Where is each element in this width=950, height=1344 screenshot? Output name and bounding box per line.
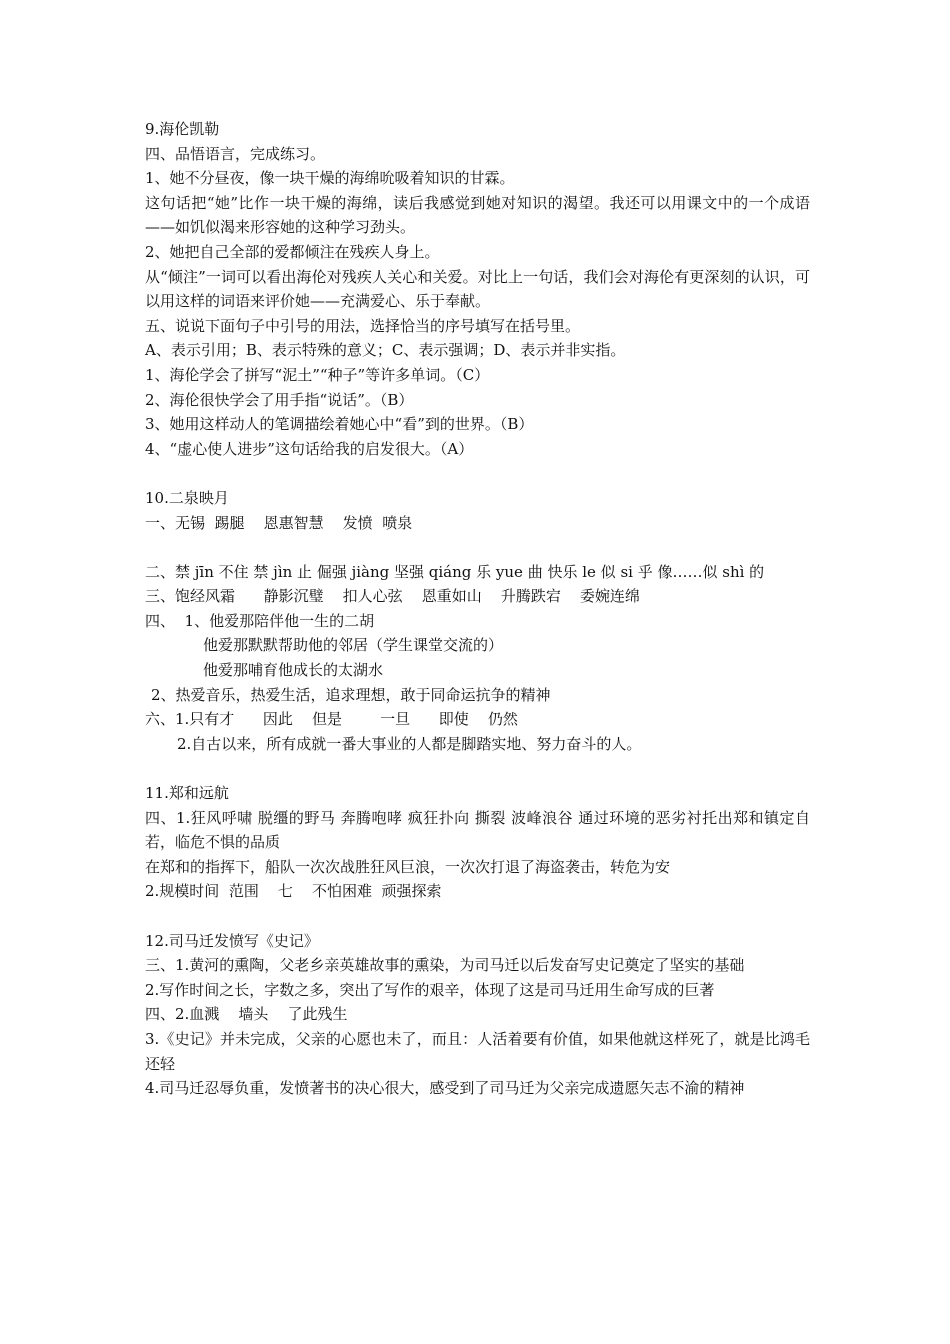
spacer <box>145 535 810 560</box>
text-paragraph: 这句话把“她”比作一块干燥的海绵，读后我感觉到她对知识的渴望。我还可以用课文中的一个成语——如饥似渴来形容她的这种学习劲头。 <box>145 193 810 237</box>
section-title: 9.海伦凯勒 <box>145 120 220 138</box>
text-line: 他爱那哺育他成长的太湖水 <box>203 661 384 680</box>
text-line: 在郑和的指挥下，船队一次次战胜狂风巨浪，一次次打退了海盗袭击，转危为安 <box>145 857 671 876</box>
text-line: 2、热爱音乐，热爱生活，追求理想，敢于同命运抗争的精神 <box>151 685 551 704</box>
section-title: 10.二泉映月 <box>145 488 229 507</box>
text-line: 4、“虚心使人进步”这句话给我的启发很大。（A） <box>145 439 474 458</box>
text-line: 五、说说下面句子中引号的用法，选择恰当的序号填写在括号里。 <box>145 316 581 335</box>
text-paragraph: 二、禁 jīn 不住 禁 jìn 止 倔强 jiàng 坚强 qiáng 乐 yue 曲 快乐 le 似 si 乎 像……似 shì 的 <box>145 562 765 581</box>
text-line: 4.司马迁忍辱负重，发愤著书的决心很大，感受到了司马迁为父亲完成遗愿矢志不渝的精神 <box>145 1079 745 1098</box>
text-line: 1、她不分昼夜，像一块干燥的海绵吮吸着知识的甘霖。 <box>145 169 515 188</box>
text-line: 一、无锡 踢腿 恩惠智慧 发愤 喷泉 <box>145 513 413 532</box>
text-line: 2、她把自己全部的爱都倾注在残疾人身上。 <box>145 242 440 261</box>
text-line: 四、2.血溅 墙头 了此残生 <box>145 1005 348 1024</box>
section-title: 11.郑和远航 <box>145 784 229 803</box>
text-line: 六、1.只有才 因此 但是 一旦 即使 仍然 <box>145 710 518 729</box>
text-line: 四、品悟语言，完成练习。 <box>145 144 326 163</box>
spacer <box>145 756 810 781</box>
spacer <box>145 461 810 486</box>
text-paragraph: 四、1.狂风呼啸 脱缰的野马 奔腾咆哮 疯狂扑向 撕裂 波峰浪谷 通过环境的恶劣衬托出郑和镇定自若，临危不惧的品质 <box>145 808 810 852</box>
text-line: 2.规模时间 范围 七 不怕困难 顽强探索 <box>145 882 442 901</box>
text-line: 四、 1、他爱那陪伴他一生的二胡 <box>145 611 375 630</box>
section-title: 12.司马迁发愤写《史记》 <box>145 931 319 950</box>
text-line: 3、她用这样动人的笔调描绘着她心中“看”到的世界。（B） <box>145 415 534 434</box>
text-line: 三、饱经风霜 静影沉璧 扣人心弦 恩重如山 升腾跌宕 委婉连绵 <box>145 587 640 606</box>
text-line: 2.写作时间之长，字数之多，突出了写作的艰辛，体现了这是司马迁用生命写成的巨著 <box>145 980 715 999</box>
text-line: 1、海伦学会了拼写“泥土”“种子”等许多单词。（C） <box>145 365 490 384</box>
text-line: 他爱那默默帮助他的邻居（学生课堂交流的） <box>203 636 504 655</box>
text-line: 三、1.黄河的熏陶，父老乡亲英雄故事的熏染，为司马迁以后发奋写史记奠定了坚实的基础 <box>145 956 745 975</box>
document-page <box>145 117 810 1101</box>
text-line: 2、海伦很快学会了用手指“说话”。（B） <box>145 390 414 409</box>
spacer <box>145 904 810 929</box>
text-paragraph: 从“倾注”一词可以看出海伦对残疾人关心和关爱。对比上一句话，我们会对海伦有更深刻的认识，可以用这样的词语来评价她——充满爱心、乐于奉献。 <box>145 267 810 311</box>
text-line: A、表示引用；B、表示特殊的意义；C、表示强调；D、表示并非实指。 <box>145 341 626 360</box>
text-paragraph: 3.《史记》并未完成，父亲的心愿也未了，而且：人活着要有价值，如果他就这样死了，就是比鸿毛还轻 <box>145 1029 810 1073</box>
text-line: 2.自古以来，所有成就一番大事业的人都是脚踏实地、努力奋斗的人。 <box>177 734 642 753</box>
